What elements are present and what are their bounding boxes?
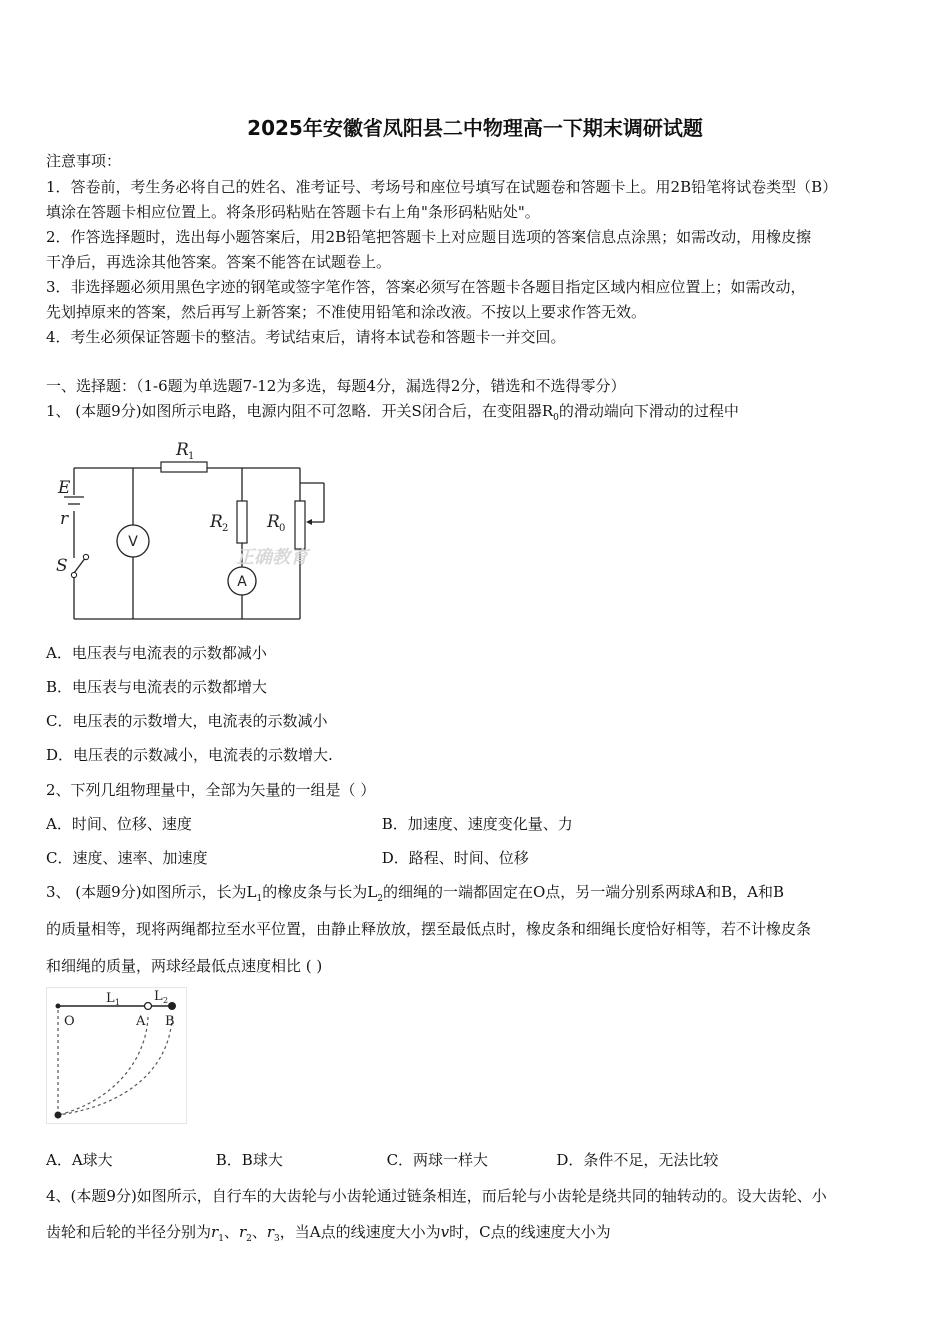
notice-item-2a: 2．作答选择题时，选出每小题答案后，用2B铅笔把答题卡上对应题目选项的答案信息点涂黑；如需改动，用橡皮擦 bbox=[46, 228, 812, 246]
q1-option-a: A．电压表与电流表的示数都减小 bbox=[46, 644, 267, 662]
q1-resistor-r1 bbox=[161, 462, 207, 472]
q2-options-row-2 bbox=[46, 848, 529, 868]
q3-stem-1a: 3、 (本题9分)如图所示，长为L bbox=[46, 883, 257, 901]
q2-option-d: D．路程、时间、位移 bbox=[381, 849, 529, 867]
notice-item-3a: 3．非选择题必须用黑色字迹的钢笔或签字笔作答，答案必须写在答题卡各题目指定区域内相应位置上；如需改动， bbox=[46, 278, 806, 296]
q1-label-r0-sub: 0 bbox=[279, 523, 286, 534]
q1-label-r2: R bbox=[210, 512, 223, 532]
q1-label-v: V bbox=[128, 534, 138, 550]
q3-pendulum-figure bbox=[46, 987, 188, 1127]
q2-stem: 2、下列几组物理量中，全部为矢量的一组是（ ） bbox=[46, 781, 376, 799]
q3-label-a: A bbox=[136, 1014, 146, 1029]
q1-stem-sub: 0 bbox=[553, 413, 559, 423]
q3-path-b bbox=[58, 1017, 172, 1115]
q1-label-s: S bbox=[56, 556, 68, 576]
page-title: 2025年安徽省凤阳县二中物理高一下期末调研试题 bbox=[247, 116, 703, 140]
q4-sep-1: 、 bbox=[223, 1223, 239, 1241]
q2-option-b: B．加速度、速度变化量、力 bbox=[381, 815, 573, 833]
q3-stem-line-2: 的质量相等，现将两绳都拉至水平位置，由静止释放放，摆至最低点时，橡皮条和细绳长度恰好相等，若不计橡皮条 bbox=[46, 920, 812, 938]
q4-sub-2: 2 bbox=[246, 1234, 252, 1244]
q4-stem-line-1: 4、(本题9分)如图所示，自行车的大齿轮与小齿轮通过链条相连，而后轮与小齿轮是绕共同的轴转动的。设大齿轮、小 bbox=[46, 1187, 827, 1205]
q3-label-l2-sub: 2 bbox=[163, 996, 169, 1005]
q1-stem bbox=[46, 401, 906, 428]
q1-option-d: D．电压表的示数减小，电流表的示数增大. bbox=[46, 746, 333, 764]
q3-stem-sub-1: 1 bbox=[256, 894, 263, 904]
q1-label-e: E bbox=[58, 478, 71, 498]
q3-pivot-o bbox=[56, 1004, 61, 1009]
q1-slider-arrow bbox=[306, 519, 312, 525]
q1-rheostat-r0 bbox=[295, 501, 305, 549]
q3-option-b: B．B球大 bbox=[215, 1151, 283, 1169]
q3-stem-line-1 bbox=[46, 882, 906, 909]
q1-label-r1: R bbox=[176, 440, 189, 460]
q2-option-a: A．时间、位移、速度 bbox=[46, 815, 192, 833]
q3-options-row bbox=[46, 1150, 718, 1170]
q4-stem-2a: 齿轮和后轮的半径分别为 bbox=[46, 1223, 212, 1241]
q4-r-1: r bbox=[211, 1223, 219, 1241]
notice-item-3b: 先划掉原来的答案，然后再写上新答案；不准使用铅笔和涂改液。不按以上要求作答无效。 bbox=[46, 303, 647, 321]
q3-stem-sub-2: 2 bbox=[377, 894, 383, 904]
q1-circuit-figure bbox=[46, 433, 346, 628]
q2-options-row-1 bbox=[46, 814, 573, 834]
q4-v: v bbox=[440, 1223, 450, 1241]
notice-item-1a: 1．答卷前，考生务必将自己的姓名、准考证号、考场号和座位号填写在试题卷和答题卡上。用2B铅笔将试卷类型（B） bbox=[46, 178, 838, 196]
q4-stem-2b: ，当A点的线速度大小为 bbox=[279, 1223, 441, 1241]
q3-label-b: B bbox=[165, 1014, 175, 1029]
q4-r-2: r bbox=[238, 1223, 247, 1241]
q3-stem-1c: 的细绳的一端都固定在O点，另一端分别系两球A和B，A和B bbox=[382, 883, 784, 901]
q1-label-a: A bbox=[237, 574, 247, 590]
q1-label-r0: R bbox=[267, 512, 280, 532]
q3-label-l1: L bbox=[106, 991, 115, 1006]
section-heading: 一、选择题：（1-6题为单选题7-12为多选，每题4分，漏选得2分，错选和不选得零分） bbox=[46, 377, 626, 395]
q4-sep-2: 、 bbox=[251, 1223, 267, 1241]
q2-option-c: C．速度、速率、加速度 bbox=[46, 849, 208, 867]
q1-stem-b: 的滑动端向下滑动的过程中 bbox=[558, 402, 739, 420]
q1-watermark: 正确教育 bbox=[236, 547, 308, 568]
q4-stem-2c: 时，C点的线速度大小为 bbox=[449, 1223, 611, 1241]
notice-heading: 注意事项： bbox=[46, 152, 122, 170]
notice-item-4: 4．考生必须保证答题卡的整洁。考试结束后，请将本试卷和答题卡一并交回。 bbox=[46, 328, 566, 346]
q3-label-o: O bbox=[64, 1014, 75, 1029]
q3-option-a: A．A球大 bbox=[46, 1151, 113, 1169]
q4-stem-line-2 bbox=[46, 1222, 906, 1249]
q3-ball-b bbox=[168, 1002, 176, 1010]
q3-label-l1-sub: 1 bbox=[115, 998, 121, 1007]
q3-path-a bbox=[58, 1017, 148, 1115]
q1-resistor-r2 bbox=[237, 501, 247, 543]
q4-sub-3: 3 bbox=[274, 1234, 280, 1244]
q1-switch-contact bbox=[83, 554, 88, 559]
q3-lowest-point bbox=[55, 1112, 62, 1119]
q3-option-d: D．条件不足，无法比较 bbox=[556, 1151, 719, 1169]
q3-option-c: C．两球一样大 bbox=[386, 1151, 489, 1169]
q1-switch-contact bbox=[71, 572, 76, 577]
q4-r-3: r bbox=[266, 1223, 275, 1241]
q1-stem-a: 1、 (本题9分)如图所示电路，电源内阻不可忽略．开关S闭合后，在变阻器R bbox=[46, 402, 554, 420]
q3-label-l2: L bbox=[154, 989, 163, 1004]
q1-option-b: B．电压表与电流表的示数都增大 bbox=[46, 678, 268, 696]
q1-label-r2-sub: 2 bbox=[222, 523, 229, 534]
q3-stem-line-3: 和细绳的质量，两球经最低点速度相比 ( ) bbox=[46, 957, 323, 975]
q3-ball-a bbox=[145, 1003, 152, 1010]
q1-option-c: C．电压表的示数增大，电流表的示数减小 bbox=[46, 712, 328, 730]
q1-label-r1-sub: 1 bbox=[188, 451, 195, 462]
notice-item-2b: 干净后，再选涂其他答案。答案不能答在试题卷上。 bbox=[46, 253, 392, 271]
q4-sub-1: 1 bbox=[218, 1234, 224, 1244]
q1-label-r: r bbox=[60, 509, 69, 529]
q3-stem-1b: 的橡皮条与长为L bbox=[262, 883, 378, 901]
notice-item-1b: 填涂在答题卡相应位置上。将条形码粘贴在答题卡右上角"条形码粘贴处"。 bbox=[46, 203, 540, 221]
